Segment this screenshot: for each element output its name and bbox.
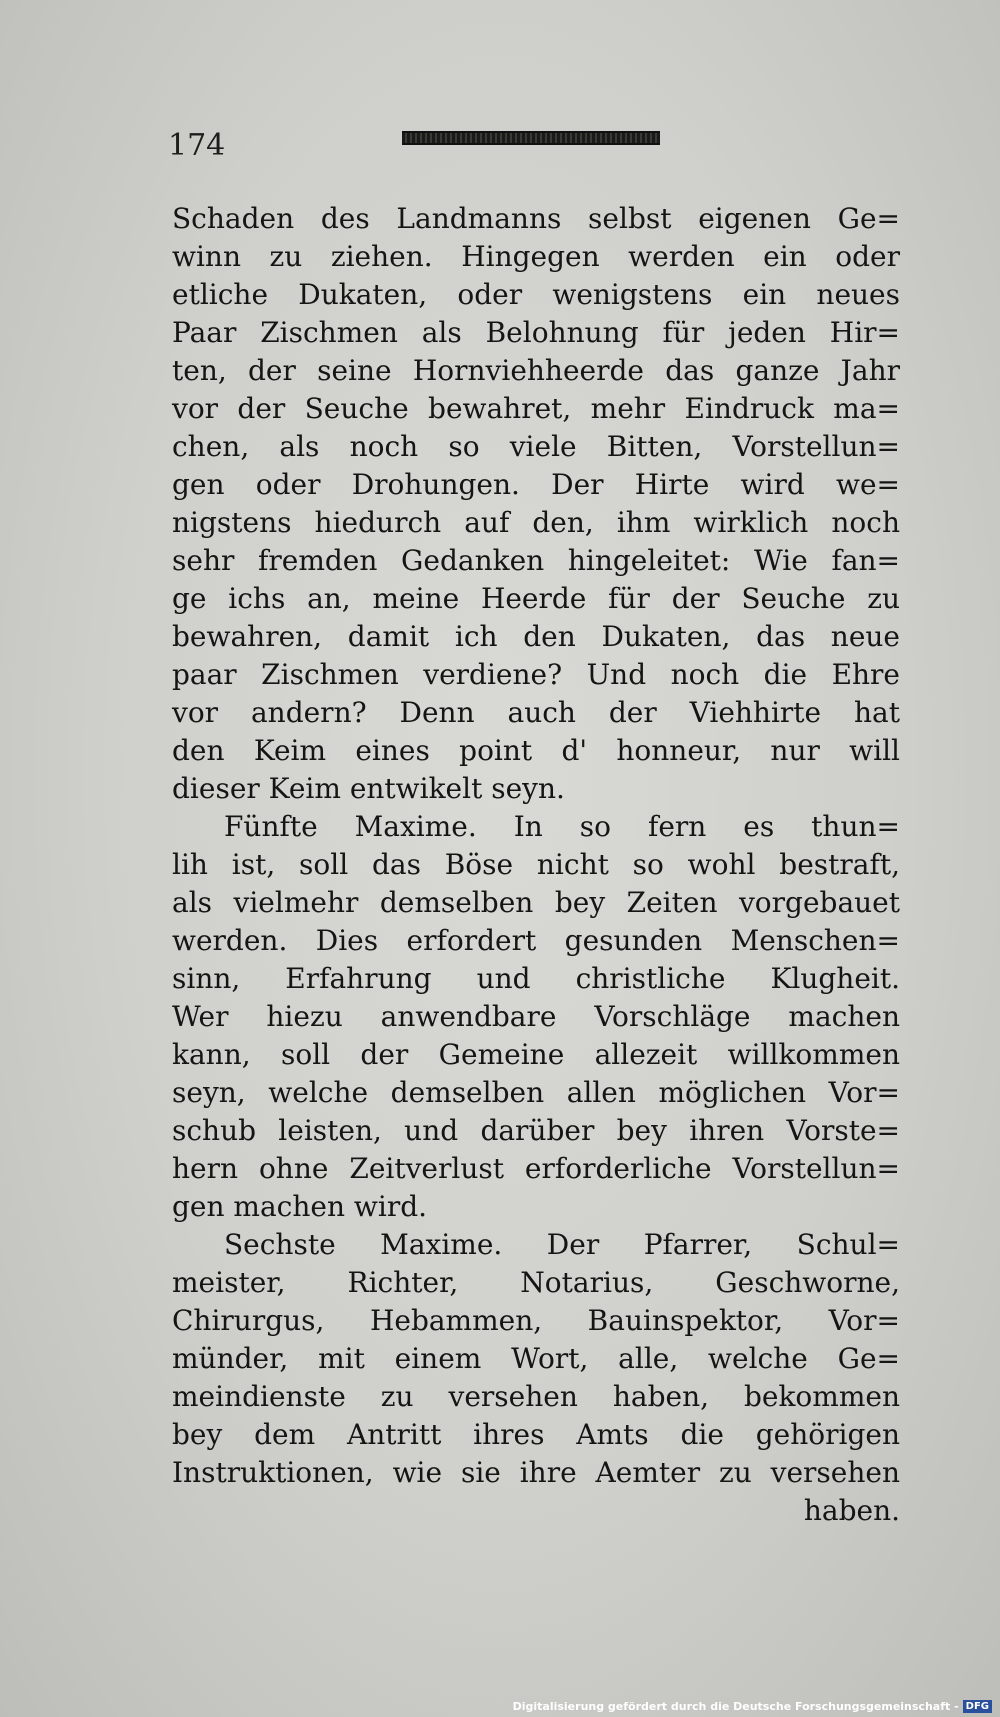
text-line: ge ichs an, meine Heerde für der Seuche zu (172, 582, 900, 615)
page-number: 174 (168, 128, 226, 163)
text-line: meindienste zu versehen haben, bekommen (172, 1380, 900, 1413)
text-line: meister, Richter, Notarius, Geschworne, (172, 1266, 900, 1299)
text-line: kann, soll der Gemeine allezeit willkommen (172, 1038, 900, 1071)
text-line: lih ist, soll das Böse nicht so wohl bestraft, (172, 848, 900, 881)
text-line: sehr fremden Gedanken hingeleitet: Wie fan= (172, 544, 900, 577)
body-text (172, 200, 900, 1530)
text-line: Chirurgus, Hebammen, Bauinspektor, Vor= (172, 1304, 900, 1337)
text-line: Schaden des Landmanns selbst eigenen Ge= (172, 202, 900, 235)
text-line: sinn, Erfahrung und christliche Klugheit. (172, 962, 900, 995)
maxime-heading-line: Fünfte Maxime. In so fern es thun= (224, 810, 900, 843)
text-line: münder, mit einem Wort, alle, welche Ge= (172, 1342, 900, 1375)
text-line: schub leisten, und darüber bey ihren Vorste= (172, 1114, 900, 1147)
text-line: nigstens hiedurch auf den, ihm wirklich noch (172, 506, 900, 539)
text-line: etliche Dukaten, oder wenigstens ein neues (172, 278, 900, 311)
text-line: bey dem Antritt ihres Amts die gehörigen (172, 1418, 900, 1451)
catchword-line: haben. (803, 1494, 900, 1527)
text-line: dieser Keim entwikelt seyn. (172, 772, 565, 805)
footer-credit-text: Digitalisierung gefördert durch die Deutsche Forschungsgemeinschaft - (512, 1699, 959, 1713)
digitization-footer (513, 1700, 992, 1714)
text-line: den Keim eines point d' honneur, nur will (172, 734, 900, 767)
text-line: paar Zischmen verdiene? Und noch die Ehre (172, 658, 900, 691)
header-rule (402, 131, 660, 145)
text-line: seyn, welche demselben allen möglichen Vor= (172, 1076, 900, 1109)
text-line: gen oder Drohungen. Der Hirte wird we= (172, 468, 900, 501)
text-line: vor der Seuche bewahret, mehr Eindruck ma= (172, 392, 900, 425)
text-line: vor andern? Denn auch der Viehhirte hat (172, 696, 900, 729)
text-line: winn zu ziehen. Hingegen werden ein oder (172, 240, 900, 273)
text-line: chen, als noch so viele Bitten, Vorstellun= (172, 430, 900, 463)
text-line: hern ohne Zeitverlust erforderliche Vorstellun= (172, 1152, 900, 1185)
text-line: ten, der seine Hornviehheerde das ganze Jahr (172, 354, 900, 387)
text-line: bewahren, damit ich den Dukaten, das neue (172, 620, 900, 653)
text-line: gen machen wird. (172, 1190, 428, 1223)
maxime-heading-line: Sechste Maxime. Der Pfarrer, Schul= (224, 1228, 900, 1261)
text-line: Instruktionen, wie sie ihre Aemter zu versehen (172, 1456, 900, 1489)
text-line: als vielmehr demselben bey Zeiten vorgebauet (172, 886, 900, 919)
dfg-logo: DFG (963, 1700, 992, 1713)
text-line: Wer hiezu anwendbare Vorschläge machen (172, 1000, 900, 1033)
text-line: werden. Dies erfordert gesunden Menschen= (172, 924, 900, 957)
text-line: Paar Zischmen als Belohnung für jeden Hir= (172, 316, 900, 349)
